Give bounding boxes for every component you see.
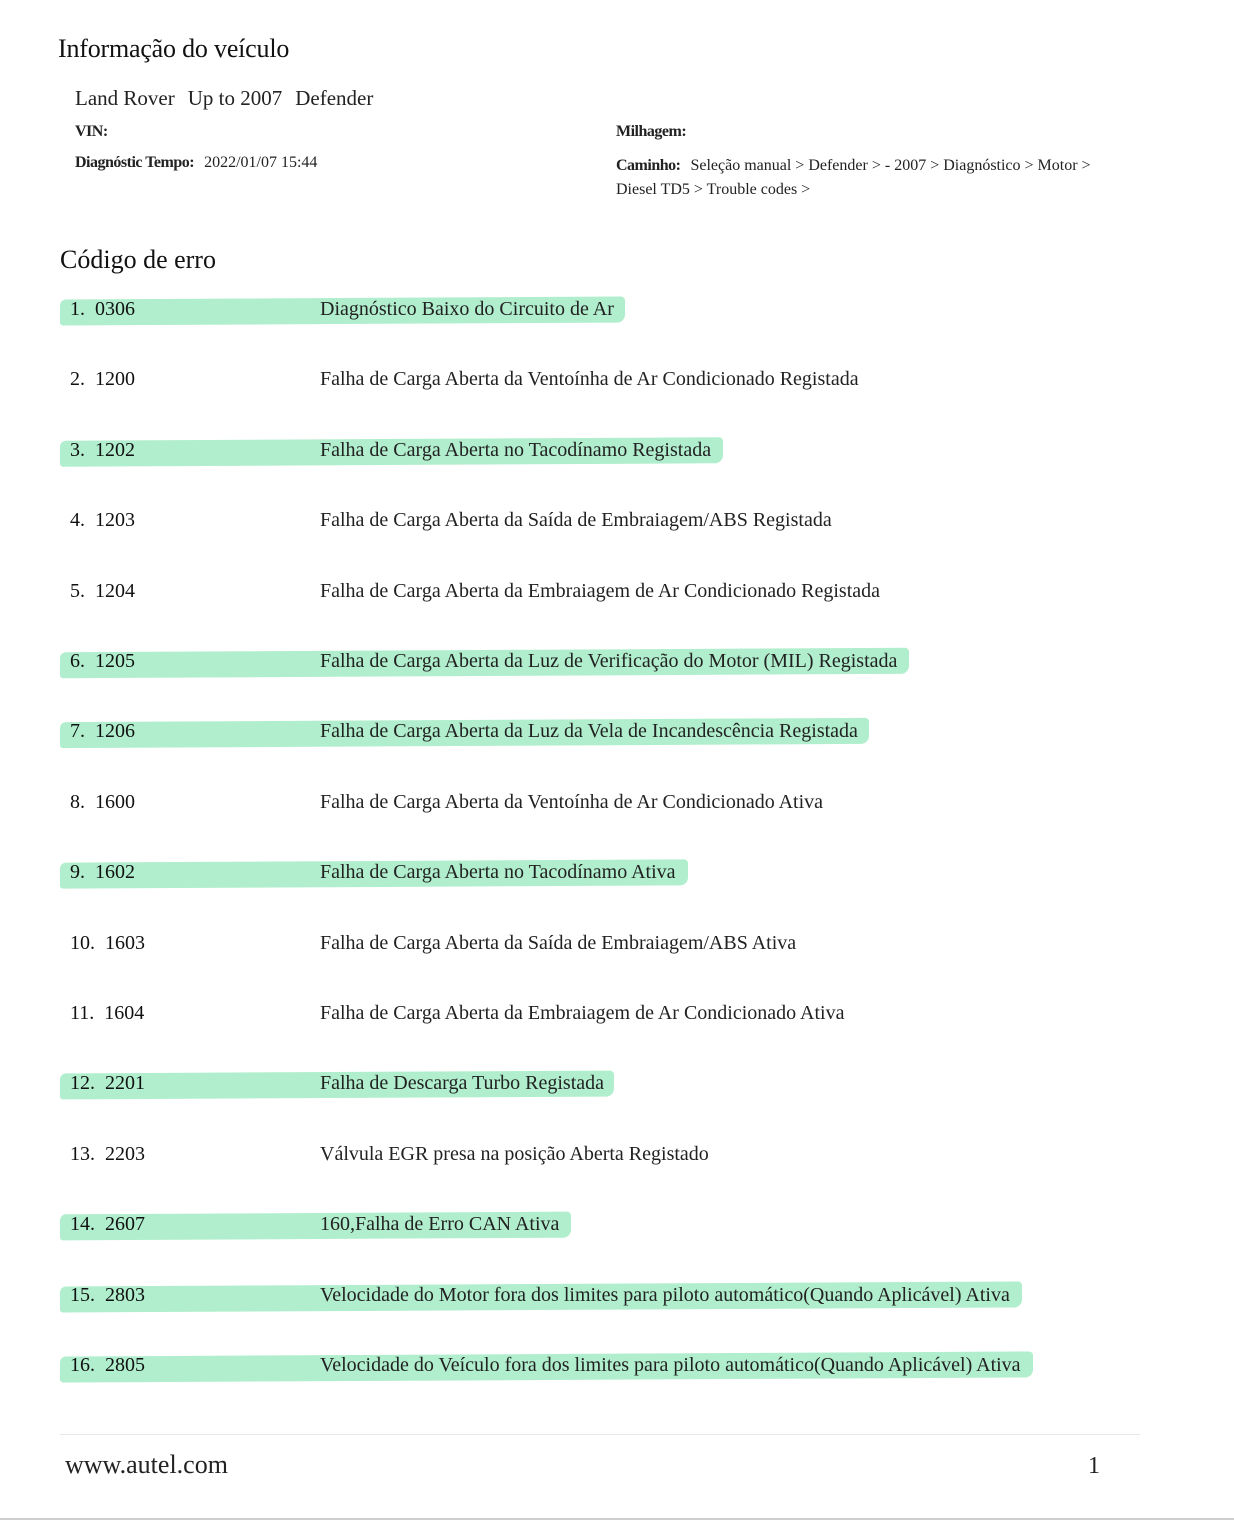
error-code: 1603 [105, 932, 145, 954]
error-code-index: 7. [70, 720, 85, 742]
error-code-label [70, 1002, 144, 1025]
vehicle-info-heading: Informação do veículo [58, 34, 290, 63]
error-code-description: Válvula EGR presa na posição Aberta Registado [320, 1143, 709, 1165]
error-code-row [0, 648, 1234, 684]
error-code-description: Falha de Carga Aberta da Ventoínha de Ar Condicionado Registada [320, 368, 859, 390]
error-code-label [70, 1072, 145, 1095]
error-code-label [70, 650, 135, 673]
diag-time-label: Diagnóstic Tempo: [75, 154, 195, 171]
path-value: Seleção manual > Defender > - 2007 > Diagnóstico > Motor > Diesel TD5 > Trouble codes > [616, 157, 1091, 198]
error-code-label [70, 580, 135, 603]
error-code-index: 4. [70, 509, 85, 531]
error-code-label [70, 1284, 145, 1307]
error-code-label [70, 439, 135, 462]
error-codes-heading: Código de erro [60, 245, 216, 274]
error-code-label [70, 1143, 145, 1166]
vin-field [75, 123, 118, 141]
vehicle-summary [75, 86, 386, 111]
mileage-field [616, 123, 696, 141]
error-code: 2203 [105, 1143, 145, 1165]
error-code: 0306 [95, 298, 135, 320]
error-code: 2805 [105, 1354, 145, 1376]
path-field [616, 154, 1116, 202]
error-code-description: Falha de Carga Aberta da Ventoínha de Ar Condicionado Ativa [320, 791, 824, 813]
error-code-description: Falha de Carga Aberta da Luz da Vela de Incandescência Registada [320, 720, 858, 742]
error-code-index: 5. [70, 580, 85, 602]
error-code-row [0, 930, 1234, 966]
error-code: 2201 [105, 1072, 145, 1094]
error-code-label [70, 720, 135, 743]
vehicle-year: Up to 2007 [187, 86, 283, 110]
error-code-description: Falha de Descarga Turbo Registada [320, 1072, 605, 1094]
error-code-row [0, 296, 1234, 332]
error-code-index: 9. [70, 861, 85, 883]
error-code-index: 8. [70, 791, 85, 813]
error-code-label [70, 861, 135, 884]
error-code-index: 3. [70, 439, 85, 461]
error-code-index: 14. [70, 1213, 95, 1235]
error-code-row [0, 437, 1234, 473]
path-label: Caminho: [616, 157, 681, 174]
diag-time-value: 2022/01/07 15:44 [204, 154, 318, 171]
error-code-description: Velocidade do Veículo fora dos limites para piloto automático(Quando Aplicável) Ativa [320, 1354, 1021, 1376]
error-code-description: Velocidade do Motor fora dos limites para piloto automático(Quando Aplicável) Ativa [320, 1284, 1010, 1306]
error-code: 1204 [95, 580, 135, 602]
error-code-index: 1. [70, 298, 85, 320]
page-edge [0, 1518, 1234, 1520]
error-code: 2803 [105, 1284, 145, 1306]
error-code: 1202 [95, 439, 135, 461]
error-code: 1205 [95, 650, 135, 672]
error-code: 1200 [95, 368, 135, 390]
error-code-description: Falha de Carga Aberta da Embraiagem de Ar Condicionado Registada [320, 580, 881, 602]
error-code: 2607 [105, 1213, 145, 1235]
error-code-label [70, 1213, 145, 1236]
error-code-label [70, 1354, 145, 1377]
page-number: 1 [1088, 1453, 1100, 1479]
error-code-row [0, 789, 1234, 825]
error-code-row [0, 1000, 1234, 1036]
error-code-description: Diagnóstico Baixo do Circuito de Ar [320, 298, 614, 320]
diag-time-field [75, 154, 317, 172]
error-code-index: 10. [70, 932, 95, 954]
vehicle-make: Land Rover [75, 86, 175, 110]
error-code-row [0, 1211, 1234, 1247]
error-code-description: Falha de Carga Aberta no Tacodínamo Ativa [320, 861, 676, 883]
error-code-index: 2. [70, 368, 85, 390]
error-code-label [70, 791, 135, 814]
error-code-label [70, 932, 145, 955]
error-code-row [0, 1070, 1234, 1106]
vehicle-model: Defender [295, 86, 374, 110]
footer-divider [60, 1434, 1140, 1435]
vin-label: VIN: [75, 123, 108, 140]
error-code-description: Falha de Carga Aberta da Saída de Embraiagem/ABS Ativa [320, 932, 797, 954]
error-code-index: 11. [70, 1002, 95, 1024]
error-code-row [0, 366, 1234, 402]
error-code-row [0, 718, 1234, 754]
error-code-index: 13. [70, 1143, 95, 1165]
error-code-label [70, 509, 135, 532]
error-code: 1600 [95, 791, 135, 813]
error-code-description: Falha de Carga Aberta no Tacodínamo Registada [320, 439, 712, 461]
error-code-row [0, 859, 1234, 895]
error-code-row [0, 507, 1234, 543]
error-code-index: 15. [70, 1284, 95, 1306]
error-code-description: Falha de Carga Aberta da Embraiagem de Ar Condicionado Ativa [320, 1002, 845, 1024]
error-code-index: 6. [70, 650, 85, 672]
footer-url: www.autel.com [65, 1450, 228, 1479]
error-code-description: Falha de Carga Aberta da Saída de Embraiagem/ABS Registada [320, 509, 832, 531]
error-code: 1206 [95, 720, 135, 742]
error-code-label [70, 298, 135, 321]
error-code-row [0, 1141, 1234, 1177]
error-code-index: 16. [70, 1354, 95, 1376]
mileage-label: Milhagem: [616, 123, 687, 140]
error-code-row [0, 1352, 1234, 1388]
error-code-index: 12. [70, 1072, 95, 1094]
error-code-row [0, 1282, 1234, 1318]
error-code-description: Falha de Carga Aberta da Luz de Verificação do Motor (MIL) Registada [320, 650, 898, 672]
error-code: 1602 [95, 861, 135, 883]
error-code: 1203 [95, 509, 135, 531]
error-code-description: 160,Falha de Erro CAN Ativa [320, 1213, 560, 1235]
error-code: 1604 [104, 1002, 145, 1024]
error-code-row [0, 578, 1234, 614]
error-code-label [70, 368, 135, 391]
